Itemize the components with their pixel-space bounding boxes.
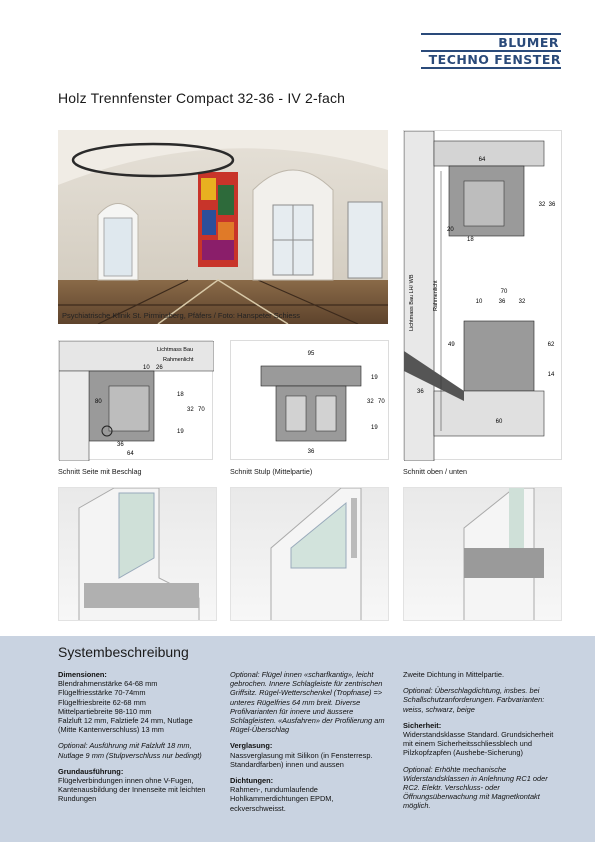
section-drawing-side [58, 340, 213, 460]
dim-tb-rahmenlicht: Rahmenlicht [433, 280, 439, 311]
dichtungen-heading: Dichtungen: [230, 776, 274, 786]
dim-tb-18: 18 [467, 237, 474, 243]
dim-side-19: 19 [177, 429, 184, 435]
dim-side-64: 64 [127, 451, 134, 457]
caption-top-bottom: Schnitt oben / unten [403, 467, 467, 476]
dim-tb-36c: 36 [417, 389, 424, 395]
dim-side-rahmenlicht: Rahmenlicht [163, 357, 194, 363]
dim-tb-60: 60 [495, 419, 503, 425]
logo-line1: BLUMER [498, 35, 559, 50]
dim-tb-49: 49 [448, 342, 455, 348]
section-drawing-top-bottom [403, 130, 562, 460]
description-col-1 [58, 670, 218, 811]
dim-tb-32: 32 [538, 202, 546, 208]
dim-side-80: 80 [95, 399, 102, 405]
grund-heading: Grundausführung: [58, 766, 124, 776]
dim-tb-64: 64 [478, 157, 486, 163]
render-top-bottom [403, 487, 562, 621]
dim-line-3: Flügelfriesbreite 62-68 mm [58, 697, 146, 707]
side-section [59, 341, 214, 461]
page-title: Holz Trennfenster Compact 32-36 - IV 2-fach [58, 90, 346, 106]
render-mid-illustration [231, 488, 389, 621]
dim-line-2: Flügelfriesstärke 70-74mm [58, 688, 146, 698]
dim-tb-62: 62 [547, 342, 555, 348]
dim-mid-19b: 19 [371, 425, 378, 431]
system-description [0, 636, 595, 842]
dim-tb-32b: 32 [518, 299, 526, 305]
interior-photo [58, 130, 388, 324]
dim-tb-20: 20 [447, 227, 454, 233]
render-side [58, 487, 217, 621]
top-bottom-section [404, 131, 563, 461]
description-col-3 [403, 670, 563, 818]
dim-side-32: 32 [187, 407, 194, 413]
render-side-illustration [59, 488, 217, 621]
caption-side: Schnitt Seite mit Beschlag [58, 467, 142, 476]
description-col-2 [230, 670, 390, 820]
dim-tb-lichtmass: Lichtmass Bau LH/ WB [409, 274, 415, 331]
dim-tb-36b: 36 [498, 299, 506, 305]
photo-illustration [58, 130, 388, 324]
dim-line-4: Mittelpartiebreite 98-110 mm [58, 706, 152, 716]
dim-tb-10: 10 [475, 299, 483, 305]
col2-optional: Optional: Flügel innen «scharfkantig», leicht gebrochen. Innere Schlagleiste für zentrischen Griffsitz. Rügel-Wetterschenkel (Tropfnase) => unteres Rügelfries 64 mm breit. Diverse Profilvarianten für innere und äussere Schlagleisten. «Ausfahren» der Profilierung am Rügel-Überschlag [230, 670, 385, 735]
dim-tb-14: 14 [547, 372, 555, 378]
dim-line-6: (Mitte Kantenverschluss) 13 mm [58, 725, 164, 735]
dim-side-10: 10 [143, 365, 150, 371]
dim-line-5: Falzluft 12 mm, Falztiefe 24 mm, Nutlage [58, 716, 193, 726]
sicherheit-text: Widerstandsklasse Standard. Grundsicherheit mit einem Sicherheitsschliessblech und Pilzkopfzapfen (Aushebe-Sicherung) [403, 730, 554, 758]
description-heading: Systembeschreibung [58, 644, 189, 660]
dim-side-36: 36 [117, 442, 124, 448]
dim-mid-70: 70 [378, 399, 385, 405]
grund-text: Flügelverbindungen innen ohne V-Fugen, Kantenausbildung der Innenseite mit leichten Rundungen [58, 776, 206, 804]
dim-mid-95: 95 [307, 351, 315, 357]
dim-side-lichtmass: Lichtmass Bau [157, 347, 194, 353]
company-logo [421, 32, 561, 70]
sicherheit-heading: Sicherheit: [403, 720, 442, 730]
zweite-dichtung: Zweite Dichtung in Mittelpartie. [403, 670, 505, 679]
dim-mid-19a: 19 [371, 375, 378, 381]
dim-mid-32: 32 [367, 399, 374, 405]
dimensions-optional: Optional: Ausführung mit Falzluft 18 mm, Nutlage 9 mm (Stulpverschluss nur bedingt) [58, 741, 202, 760]
dim-tb-70: 70 [500, 289, 508, 295]
section-drawing-mid [230, 340, 389, 460]
caption-mid: Schnitt Stulp (Mittelpartie) [230, 467, 313, 476]
render-mid [230, 487, 389, 621]
dim-side-18: 18 [177, 392, 184, 398]
logo-line2: TECHNO FENSTER [428, 52, 561, 67]
render-top-bottom-illustration [404, 488, 562, 621]
mid-section [231, 341, 390, 461]
dim-side-70: 70 [198, 407, 205, 413]
photo-caption: Psychiatrische Klinik St. Pirminsberg, Pfäfers / Foto: Hanspeter Schiess [62, 311, 301, 320]
dichtungen-text: Rahmen-, rundumlaufende Hohlkammerdichtungen EPDM, eckverschweisst. [230, 785, 334, 813]
logo-bar-bottom [421, 67, 561, 69]
verglasung-heading: Verglasung: [230, 741, 273, 751]
dimensions-heading: Dimensionen: [58, 670, 107, 679]
col3-optional: Optional: Überschlagdichtung, insbes. bei Schallschutzanforderungen. Farbvarianten: weiss, schwarz, beige [403, 686, 545, 714]
dim-line-1: Blendrahmenstärke 64-68 mm [58, 679, 158, 689]
dim-side-26: 26 [156, 365, 163, 371]
sicherheit-optional: Optional: Erhöhte mechanische Widerstandsklassen in Anlehnung RC1 oder RC2. Elektr. Verschluss- oder Öffnungsüberwachung mit Magnetkontakt möglich. [403, 764, 548, 811]
dim-tb-36: 36 [548, 202, 556, 208]
dim-mid-36: 36 [307, 449, 315, 455]
verglasung-text: Nassverglasung mit Silikon (in Fensterresp. Standardfarben) innen und aussen [230, 750, 373, 769]
